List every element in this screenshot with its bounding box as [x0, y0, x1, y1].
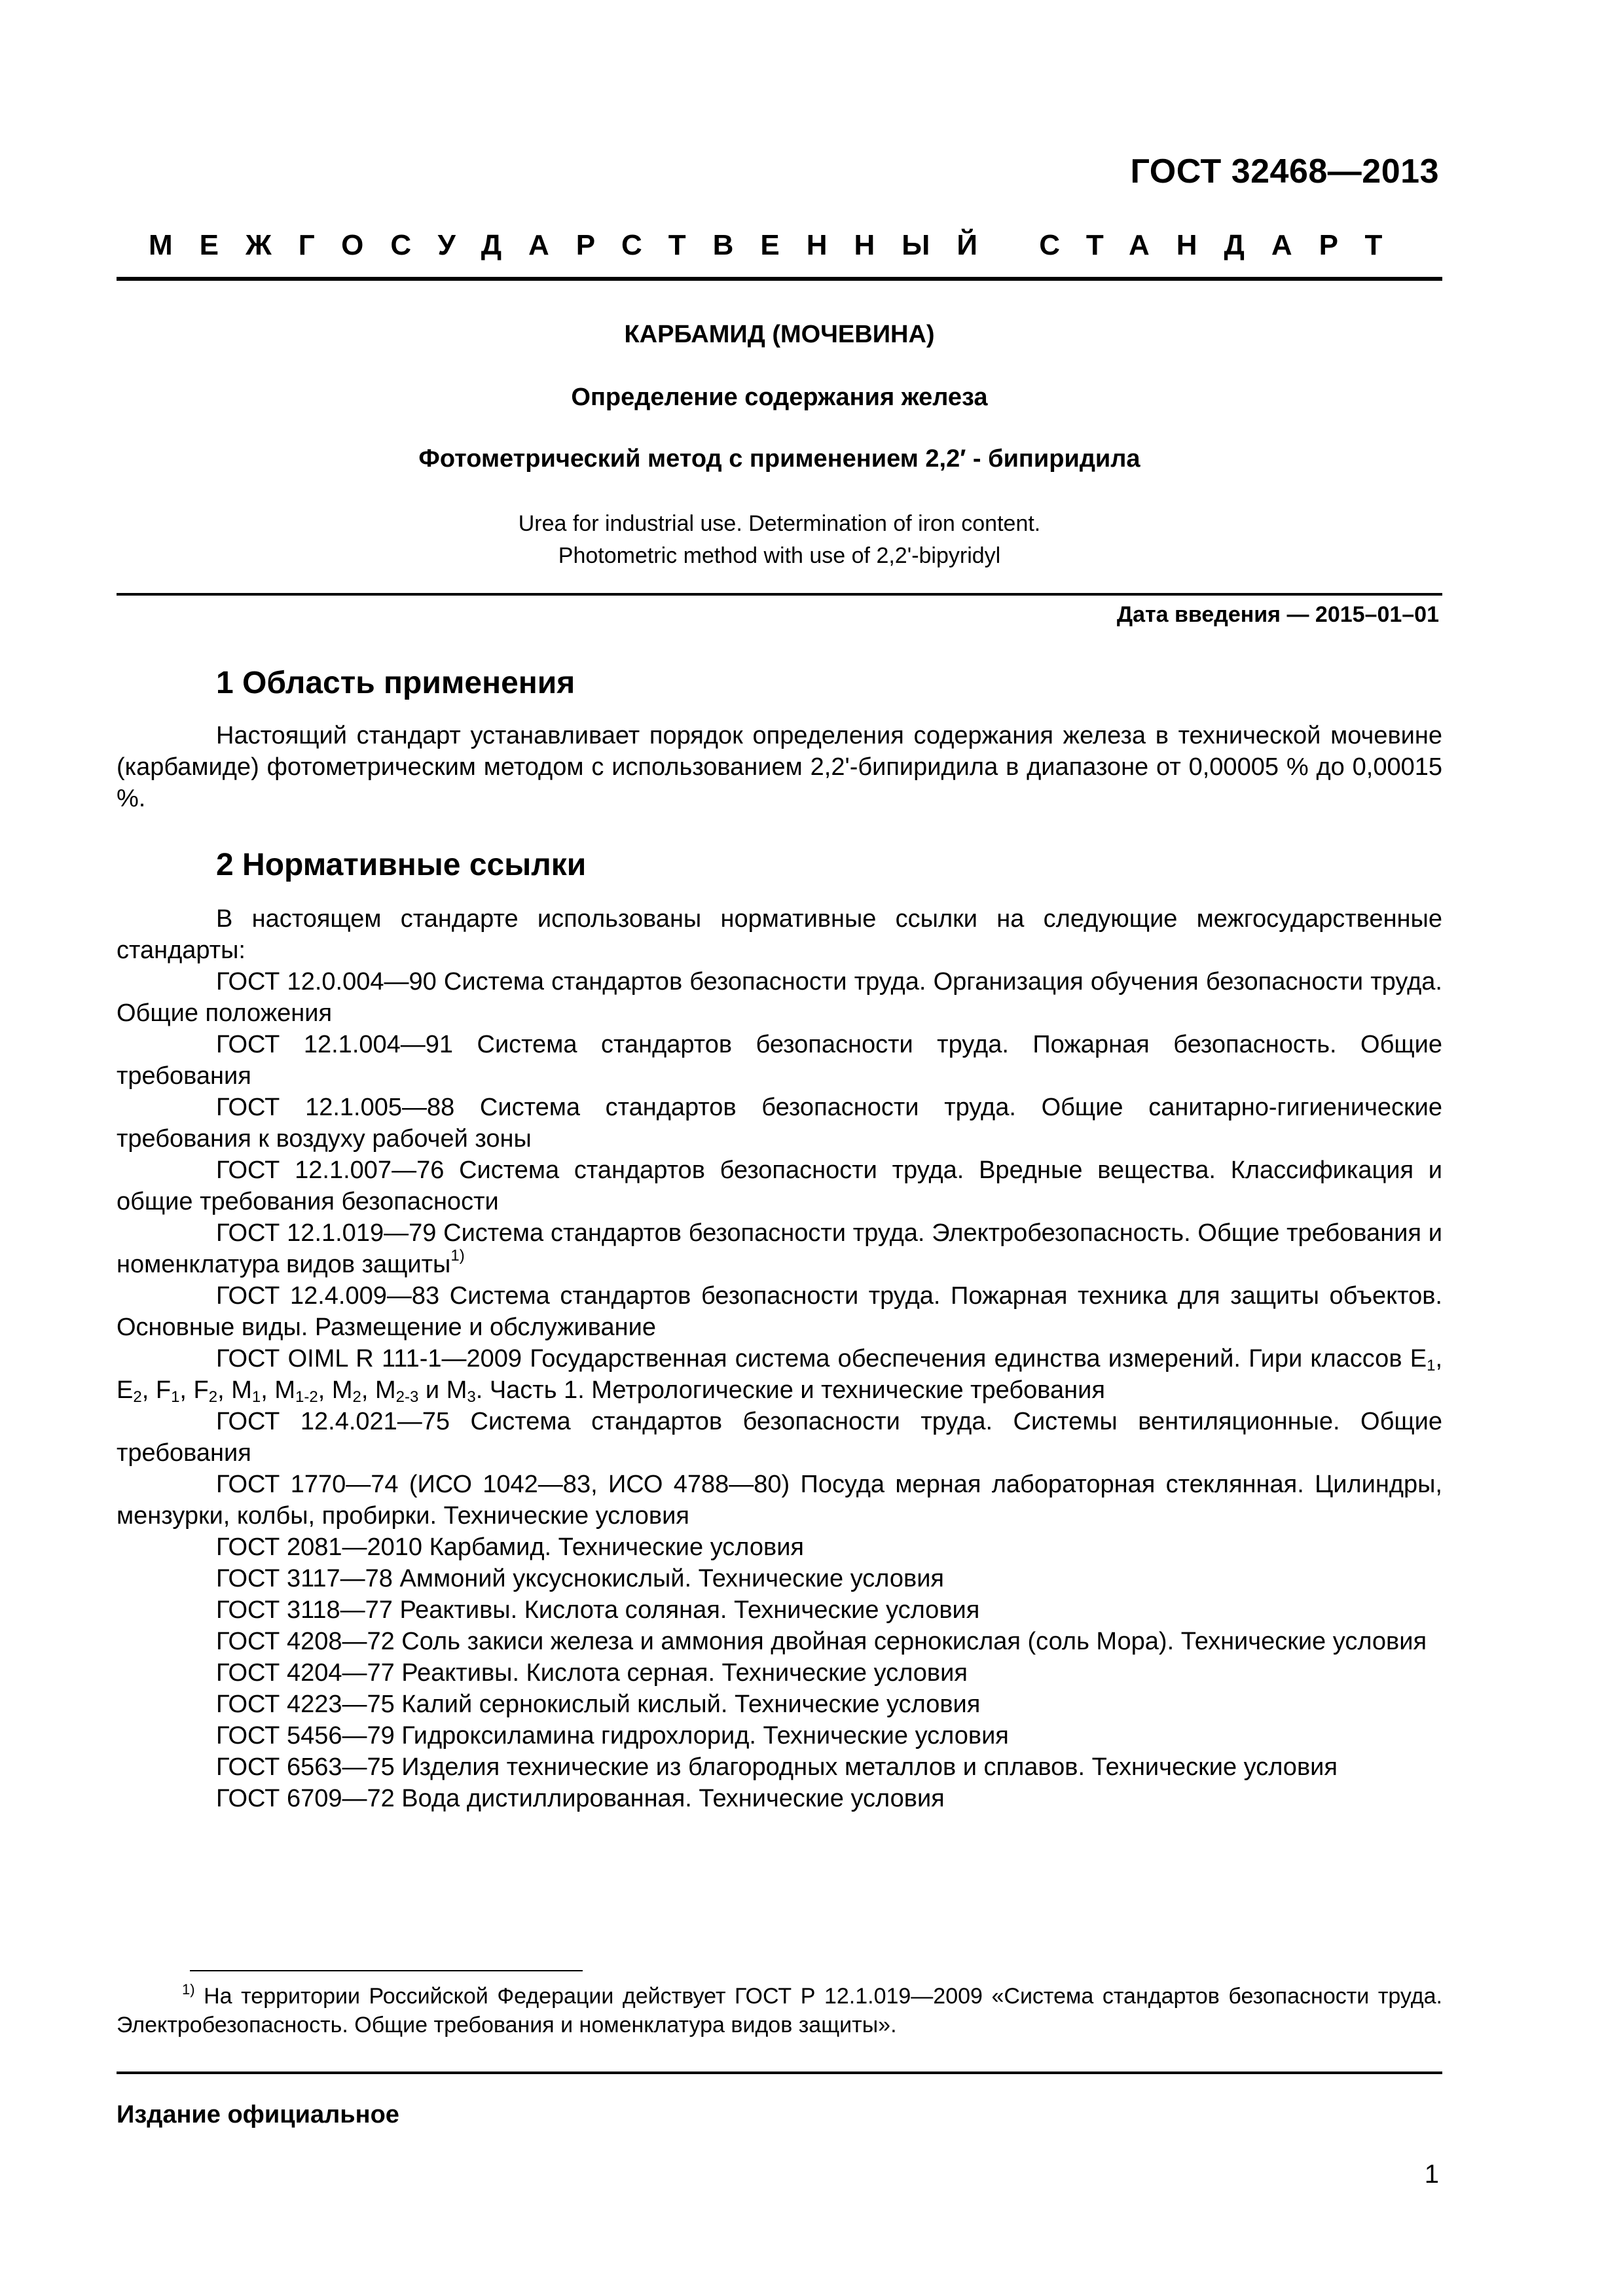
footer-rule: [117, 2072, 1442, 2074]
english-title-line-1: Urea for industrial use. Determination of iron content.: [518, 511, 1041, 536]
reference-item: ГОСТ 3117—78 Аммоний уксуснокислый. Технические условия: [216, 1565, 945, 1592]
weight-class-m1-2: $M_{1-2}$: [274, 1376, 318, 1406]
footnote-reference-mark: 1): [450, 1247, 465, 1265]
reference-text-tail: . Часть 1. Метрологические и технические требования: [475, 1376, 1105, 1404]
weight-class-e1: $E_1$: [1410, 1345, 1436, 1374]
english-title: [117, 508, 1442, 572]
conjunction: и: [425, 1376, 440, 1404]
weight-class-m2-3: $M_{2-3}$: [375, 1376, 419, 1406]
footnote-text: На территории Российской Федерации действует ГОСТ Р 12.1.019—2009 «Система стандартов безопасности труда. Электробезопасность. Общие требования и номенклатура видов защиты».: [117, 1984, 1442, 2037]
reference-item: ГОСТ 4204—77 Реактивы. Кислота серная. Технические условия: [216, 1659, 968, 1687]
header-rule: [117, 277, 1442, 281]
interstate-standard-label: МЕЖГОСУДАРСТВЕННЫЙ СТАНДАРТ: [149, 229, 1410, 261]
section-2-body: [117, 903, 1442, 1814]
weight-class-m3: $M_3$: [446, 1376, 476, 1406]
reference-text: ГОСТ OIML R 111-1—2009 Государственная система обеспечения единства измерений. Гири классов: [216, 1345, 1402, 1372]
section-1-heading: 1 Область применения: [216, 666, 575, 700]
footnote: [117, 1982, 1442, 2039]
page-number: 1: [1424, 2160, 1439, 2189]
reference-item-weights: ГОСТ OIML R 111-1—2009 Государственная система обеспечения единства измерений. Гири классов $E_1$, $E_2$, $F_1$, $F_2$, $M_1$, $M_{1-2}$, $M_2$, $M_{2-3}$ и $M_3$. Часть 1. Метрологические и технические требования: [117, 1345, 1443, 1406]
document-subtitle: Определение содержания железа: [571, 384, 988, 411]
weight-class-m2: $M_2$: [331, 1376, 361, 1406]
footnote-separator: [190, 1970, 583, 1971]
reference-item: ГОСТ 4208—72 Соль закиси железа и аммония двойная сернокислая (соль Мора). Технические условия: [216, 1628, 1427, 1655]
reference-text: ГОСТ 12.1.019—79 Система стандартов безопасности труда. Электробезопасность. Общие требования и номенклатура видов защиты: [117, 1219, 1442, 1278]
weight-class-m1: $M_1$: [231, 1376, 261, 1406]
introduction-date: Дата введения — 2015–01–01: [1116, 602, 1439, 627]
scope-paragraph: Настоящий стандарт устанавливает порядок определения содержания железа в технической мочевине (карбамиде) фотометрическим методом с использованием 2,2'-бипиридила в диапазоне от 0,00005 % до 0,00015 %.: [117, 722, 1442, 812]
reference-item: ГОСТ 3118—77 Реактивы. Кислота соляная. Технические условия: [216, 1596, 980, 1624]
reference-item: ГОСТ 4223—75 Калий сернокислый кислый. Технические условия: [216, 1691, 981, 1718]
reference-item: ГОСТ 12.4.021—75 Система стандартов безопасности труда. Системы вентиляционные. Общие требования: [117, 1408, 1442, 1467]
english-title-line-2: Photometric method with use of 2,2'-bipyridyl: [558, 543, 1001, 568]
references-intro: В настоящем стандарте использованы нормативные ссылки на следующие межгосударственные стандарты:: [117, 905, 1442, 964]
section-1-body: [117, 720, 1442, 814]
footnote-mark: 1): [182, 1981, 195, 1998]
title-rule: [117, 593, 1442, 596]
weight-class-f1: $F_1$: [155, 1376, 180, 1406]
reference-item: ГОСТ 5456—79 Гидроксиламина гидрохлорид. Технические условия: [216, 1722, 1009, 1749]
reference-item-with-footnote: [117, 1217, 1442, 1280]
reference-item: ГОСТ 1770—74 (ИСО 1042—83, ИСО 4788—80) Посуда мерная лабораторная стеклянная. Цилиндры, мензурки, колбы, пробирки. Технические условия: [117, 1471, 1442, 1530]
reference-item: ГОСТ 12.4.009—83 Система стандартов безопасности труда. Пожарная техника для защиты объектов. Основные виды. Размещение и обслуживание: [117, 1282, 1442, 1341]
weight-class-f2: $F_2$: [193, 1376, 218, 1406]
reference-item: ГОСТ 6709—72 Вода дистиллированная. Технические условия: [216, 1785, 945, 1812]
method-title: Фотометрический метод с применением 2,2′ - бипиридила: [418, 445, 1140, 473]
reference-item: ГОСТ 12.1.004—91 Система стандартов безопасности труда. Пожарная безопасность. Общие требования: [117, 1031, 1442, 1090]
reference-item: ГОСТ 2081—2010 Карбамид. Технические условия: [216, 1534, 805, 1561]
reference-item: ГОСТ 12.1.005—88 Система стандартов безопасности труда. Общие санитарно-гигиенические требования к воздуху рабочей зоны: [117, 1094, 1442, 1153]
reference-item: ГОСТ 6563—75 Изделия технические из благородных металлов и сплавов. Технические условия: [216, 1753, 1338, 1781]
weight-class-e2: $E_2$: [117, 1376, 142, 1406]
section-2-heading: 2 Нормативные ссылки: [216, 848, 587, 882]
reference-item: ГОСТ 12.0.004—90 Система стандартов безопасности труда. Организация обучения безопасности труда. Общие положения: [117, 968, 1442, 1027]
document-title: КАРБАМИД (МОЧЕВИНА): [624, 321, 935, 348]
reference-item: ГОСТ 12.1.007—76 Система стандартов безопасности труда. Вредные вещества. Классификация и общие требования безопасности: [117, 1157, 1442, 1215]
document-number: ГОСТ 32468—2013: [1130, 152, 1439, 190]
official-edition-label: Издание официальное: [117, 2101, 399, 2128]
